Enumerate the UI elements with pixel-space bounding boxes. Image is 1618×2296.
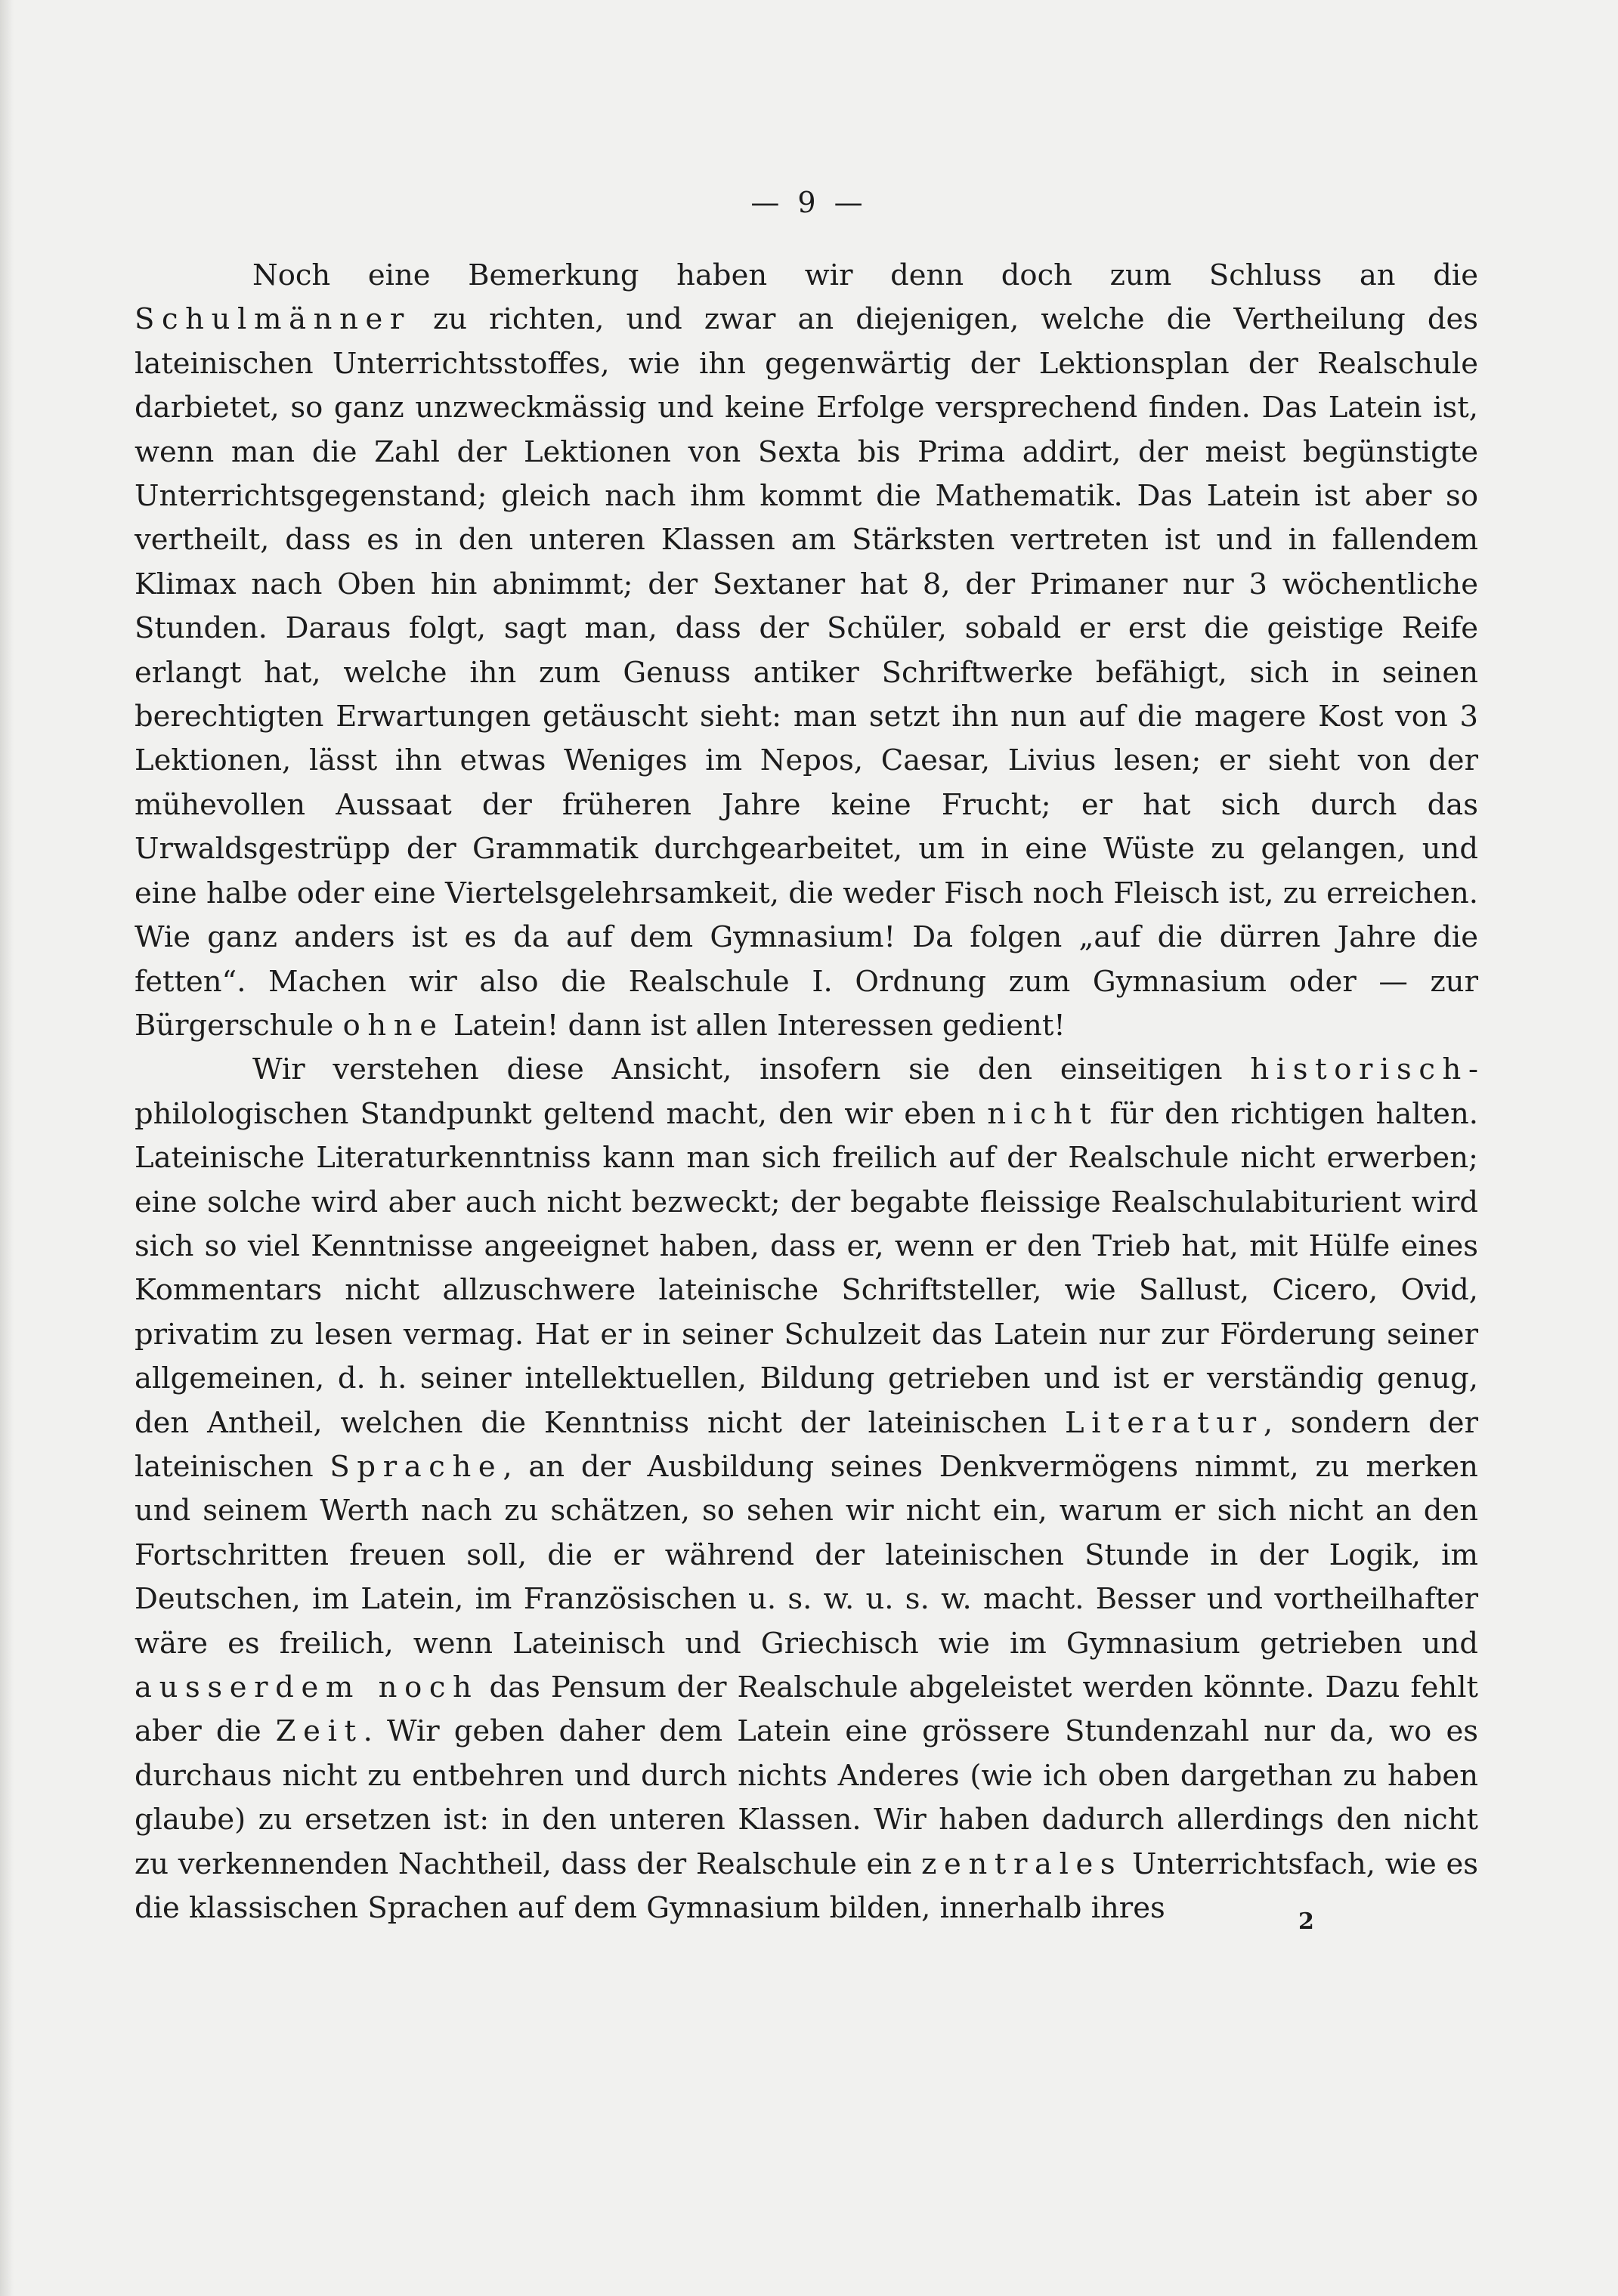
text-run: , sondern der lateinischen [135,1405,1478,1484]
emphasis-spaced: Zeit [275,1714,364,1749]
emphasis-spaced: zentrales [921,1846,1123,1881]
emphasis-spaced: historisch [1250,1052,1468,1087]
text-run: Wir verstehen diese Ansicht, insofern sie den einseitigen [252,1052,1251,1087]
emphasis-spaced: ohne [342,1008,444,1043]
paragraph-2 [135,1048,1478,1930]
text-run: für den richtigen halten. Lateinische Literaturkenntniss kann man sich freilich auf der Realschule nicht erwerben; eine solche wird aber auch nicht bezweckt; der begabte fleissige Realschulabiturient wird sich so viel Kenntnisse angeeignet haben, dass er, wenn er den Trieb hat, mit Hülfe eines Kommentars nicht allzuschwere lateinische Schriftsteller, wie Sallust, Cicero, Ovid, privatim zu lesen vermag. Hat er in seiner Schulzeit das Latein nur zur Förderung seiner allgemeinen, d. h. seiner intellektuellen, Bildung getrieben und ist er verständig genug, den Antheil, welchen die Kenntniss nicht der lateinischen [135,1096,1478,1440]
text-run: . Wir geben daher dem Latein eine grössere Stundenzahl nur da, wo es durchaus nicht zu entbehren und durch nichts Anderes (wie ich oben dargethan zu haben glaube) zu ersetzen ist: in den unteren Klassen. Wir haben dadurch allerdings den nicht zu verkennenden Nachtheil, dass der Realschule ein [135,1714,1478,1881]
text-run: zu richten, und zwar an diejenigen, welche die Vertheilung des lateinischen Unterrichtsstoffes, wie ihn gegenwärtig der Lektionsplan der Realschule darbietet, so ganz unzweckmässig und keine Erfolge versprechend finden. Das Latein ist, wenn man die Zahl der Lektionen von Sexta bis Prima addirt, der meist begünstigte Unterrichtsgegenstand; gleich nach ihm kommt die Mathematik. Das Latein ist aber so vertheilt, dass es in den unteren Klassen am Stärksten vertreten ist und in fallendem Klimax nach Oben hin abnimmt; der Sextaner hat 8, der Primaner nur 3 wöchentliche Stunden. Daraus folgt, sagt man, dass der Schüler, sobald er erst die geistige Reife erlangt hat, welche ihn zum Genuss antiker Schriftwerke befähigt, sich in seinen berechtigten Erwartungen getäuscht sieht: man setzt ihn nun auf die magere Kost von 3 Lektionen, lässt ihn etwas Weniges im Nepos, Caesar, Livius lesen; er sieht von der mühevollen Aussaat der früheren Jahre keine Frucht; er hat sich durch das Urwaldsgestrüpp der Grammatik durchgearbeitet, um in eine Wüste zu gelangen, und eine halbe oder eine Viertelsgelehrsamkeit, die weder Fisch noch Fleisch ist, zu erreichen. Wie ganz anders ist es da auf dem Gymnasium! Da folgen „auf die dürren Jahre die fetten“. Machen wir also die Realschule I. Ordnung zum Gymnasium oder — zur Bürgerschule [135,302,1478,1043]
emphasis-spaced: Literatur [1065,1405,1264,1440]
body-text [135,254,1478,1930]
paragraph-1 [135,254,1478,1048]
signature-mark: 2 [1298,1908,1314,1935]
page-edge-shadow [0,0,14,2296]
emphasis-spaced: Sprache [329,1449,503,1484]
emphasis-spaced: ausserdem noch [135,1670,479,1704]
text-run: , an der Ausbildung seines Denkvermögens nimmt, zu merken und seinem Werth nach zu schätzen, so sehen wir nicht ein, warum er sich nicht an den Fortschritten freuen soll, die er während der lateinischen Stunde in der Logik, im Deutschen, im Latein, im Französischen u. s. w. u. s. w. macht. Besser und vortheilhafter wäre es freilich, wenn Lateinisch und Griechisch wie im Gymnasium getrieben und [135,1449,1478,1661]
emphasis-spaced: Schulmänner [135,302,411,337]
page-number: — 9 — [750,186,868,219]
text-run: das Pensum der Realschule abgeleistet werden könnte. Dazu fehlt aber die [135,1670,1478,1749]
emphasis-spaced: nicht [987,1096,1099,1131]
text-run: -philologischen Standpunkt geltend macht, den wir eben [135,1052,1478,1131]
text-run: Noch eine Bemerkung haben wir denn doch zum Schluss an die [252,258,1478,292]
text-run: Latein! dann ist allen Interessen gedient! [444,1008,1066,1043]
text-run: Unterrichtsfach, wie es die klassischen Sprachen auf dem Gymnasium bilden, innerhalb ihres [135,1846,1478,1926]
